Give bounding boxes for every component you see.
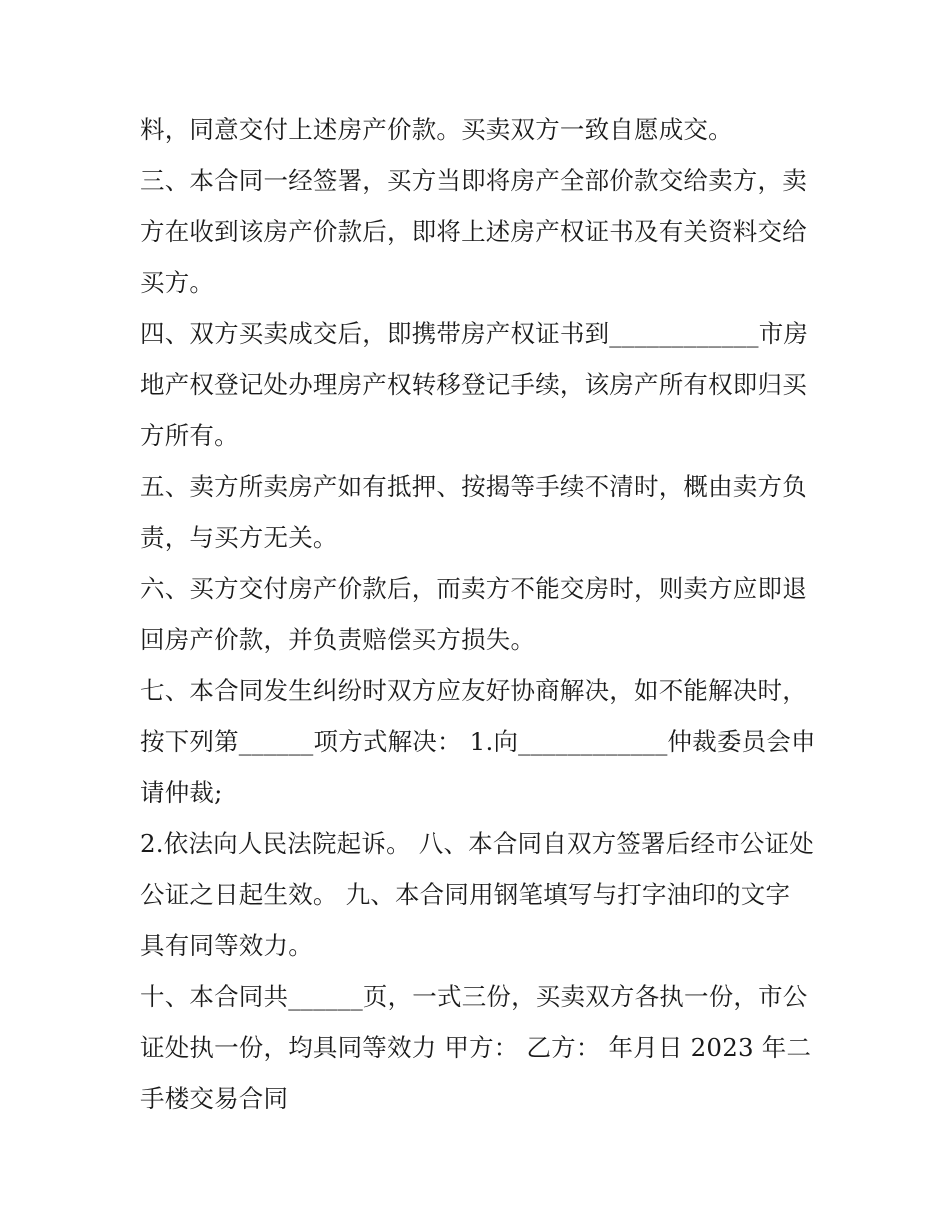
text-line: 按下列第______项方式解决： 1.向____________仲裁委员会申	[140, 727, 816, 756]
text-line: 料，同意交付上述房产价款。买卖双方一致自愿成交。	[140, 115, 733, 144]
text-line: 请仲裁;	[140, 778, 223, 807]
text-line: 方所有。	[140, 421, 239, 450]
text-line: 具有同等效力。	[140, 931, 313, 960]
text-line: 2.依法向人民法院起诉。 八、本合同自双方签署后经市公证处	[140, 829, 814, 858]
contract-text	[140, 104, 820, 1124]
text-line: 证处执一份，均具同等效力 甲方： 乙方： 年月日 2023 年二	[140, 1033, 812, 1062]
text-line: 方在收到该房产价款后，即将上述房产权证书及有关资料交给	[140, 217, 807, 246]
text-line: 十、本合同共______页，一式三份，买卖双方各执一份，市公	[140, 982, 808, 1011]
text-line: 三、本合同一经签署，买方当即将房产全部价款交给卖方，卖	[140, 166, 807, 195]
text-line: 公证之日起生效。 九、本合同用钢笔填写与打字油印的文字	[140, 880, 791, 909]
text-line: 五、卖方所卖房产如有抵押、按揭等手续不清时，概由卖方负	[140, 472, 807, 501]
text-line: 地产权登记处办理房产权转移登记手续，该房产所有权即归买	[140, 370, 807, 399]
text-line: 责，与买方无关。	[140, 523, 338, 552]
text-line: 七、本合同发生纠纷时双方应友好协商解决，如不能解决时，	[140, 676, 807, 705]
text-line: 四、双方买卖成交后，即携带房产权证书到____________市房	[140, 319, 809, 348]
text-line: 买方。	[140, 268, 215, 297]
text-line: 六、买方交付房产价款后，而卖方不能交房时，则卖方应即退	[140, 574, 807, 603]
text-line: 回房产价款，并负责赔偿买方损失。	[140, 625, 536, 654]
text-line: 手楼交易合同	[140, 1084, 289, 1113]
